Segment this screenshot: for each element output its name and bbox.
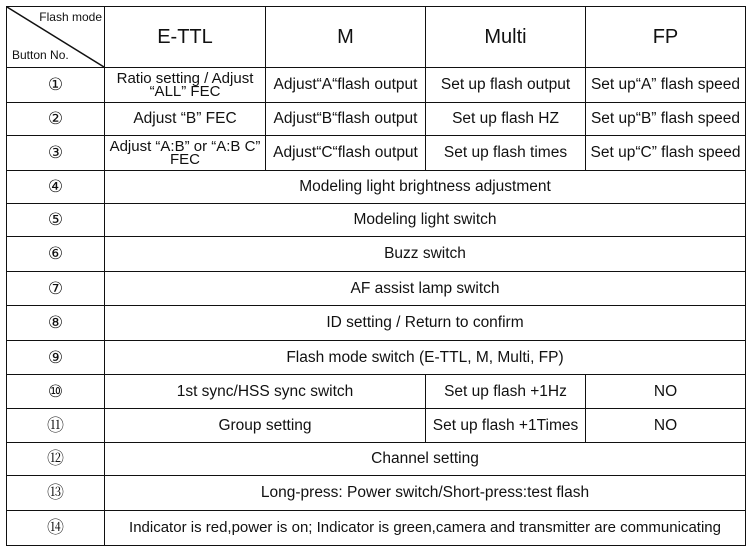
ettl-m-cell: 1st sync/HSS sync switch bbox=[105, 375, 426, 409]
fp-cell: Set up“C” flash speed bbox=[586, 136, 746, 171]
multi-cell: Set up flash HZ bbox=[426, 103, 586, 136]
button-number: ⑨ bbox=[7, 341, 105, 375]
m-cell: Adjust“C“flash output bbox=[266, 136, 426, 171]
table-row bbox=[7, 409, 746, 443]
function-cell: Modeling light brightness adjustment bbox=[105, 171, 746, 204]
fp-cell: NO bbox=[586, 375, 746, 409]
table-row bbox=[7, 306, 746, 341]
function-cell: Flash mode switch (E-TTL, M, Multi, FP) bbox=[105, 341, 746, 375]
function-cell: ID setting / Return to confirm bbox=[105, 306, 746, 341]
button-number: ⑥ bbox=[7, 237, 105, 272]
button-number: ③ bbox=[7, 136, 105, 171]
ettl-cell: Adjust “A:B” or “A:B C” FEC bbox=[105, 136, 266, 171]
table-row bbox=[7, 68, 746, 103]
ettl-cell: Ratio setting / Adjust “ALL” FEC bbox=[105, 68, 266, 103]
fp-cell: Set up“A” flash speed bbox=[586, 68, 746, 103]
ettl-cell: Adjust “B” FEC bbox=[105, 103, 266, 136]
fp-cell: NO bbox=[586, 409, 746, 443]
button-number: ⑩ bbox=[7, 375, 105, 409]
table-row bbox=[7, 341, 746, 375]
button-number: ⑭ bbox=[7, 511, 105, 546]
button-number: ① bbox=[7, 68, 105, 103]
multi-cell: Set up flash +1Hz bbox=[426, 375, 586, 409]
multi-cell: Set up flash times bbox=[426, 136, 586, 171]
header-ettl: E-TTL bbox=[105, 7, 266, 68]
button-function-table bbox=[6, 6, 746, 546]
button-number: ④ bbox=[7, 171, 105, 204]
button-number: ⑪ bbox=[7, 409, 105, 443]
corner-header-cell bbox=[7, 7, 105, 68]
header-row bbox=[7, 7, 746, 68]
button-number: ② bbox=[7, 103, 105, 136]
table-row bbox=[7, 443, 746, 476]
function-cell: Buzz switch bbox=[105, 237, 746, 272]
button-number: ⑬ bbox=[7, 476, 105, 511]
flash-mode-label: Flash mode bbox=[39, 10, 102, 24]
button-number: ⑤ bbox=[7, 204, 105, 237]
table-row bbox=[7, 136, 746, 171]
button-no-label: Button No. bbox=[12, 48, 69, 62]
m-cell: Adjust“A“flash output bbox=[266, 68, 426, 103]
fp-cell: Set up“B” flash speed bbox=[586, 103, 746, 136]
header-multi: Multi bbox=[426, 7, 586, 68]
button-number: ⑫ bbox=[7, 443, 105, 476]
table-row bbox=[7, 476, 746, 511]
ettl-m-cell: Group setting bbox=[105, 409, 426, 443]
m-cell: Adjust“B“flash output bbox=[266, 103, 426, 136]
function-cell: AF assist lamp switch bbox=[105, 272, 746, 306]
table-row bbox=[7, 272, 746, 306]
table-row bbox=[7, 204, 746, 237]
table-row bbox=[7, 511, 746, 546]
function-cell: Indicator is red,power is on; Indicator is green,camera and transmitter are communicating bbox=[105, 511, 746, 546]
multi-cell: Set up flash output bbox=[426, 68, 586, 103]
table-row bbox=[7, 237, 746, 272]
function-cell: Channel setting bbox=[105, 443, 746, 476]
header-m: M bbox=[266, 7, 426, 68]
function-cell: Modeling light switch bbox=[105, 204, 746, 237]
button-number: ⑧ bbox=[7, 306, 105, 341]
header-fp: FP bbox=[586, 7, 746, 68]
table-row bbox=[7, 375, 746, 409]
multi-cell: Set up flash +1Times bbox=[426, 409, 586, 443]
button-number: ⑦ bbox=[7, 272, 105, 306]
table-row bbox=[7, 171, 746, 204]
table-row bbox=[7, 103, 746, 136]
function-cell: Long-press: Power switch/Short-press:test flash bbox=[105, 476, 746, 511]
